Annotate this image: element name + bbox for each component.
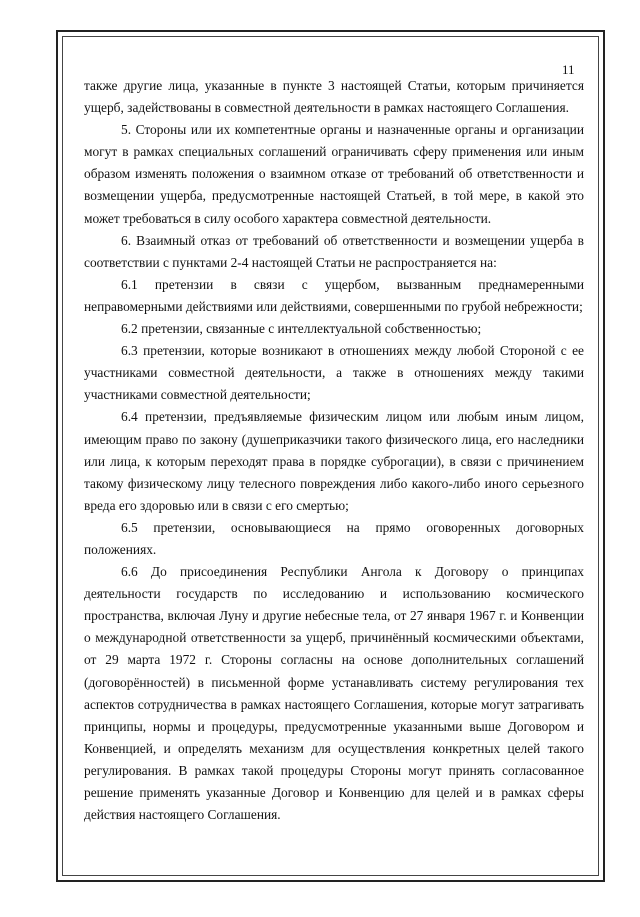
page-number: 11 xyxy=(562,62,575,77)
paragraph-6-4: 6.4 претензии, предъявляемые физическим лицом или любым иным лицом, имеющим право по закону (душеприказчики такого физического лица, его наследники или лица, к которым переходят права в порядке суброгации), в связи с причинением такому физическому лицу телесного повреждения либо какого-либо иного серьезного вреда его здоровью или в связи с его смертью; xyxy=(84,409,584,513)
paragraph-6-3: 6.3 претензии, которые возникают в отношениях между любой Стороной с ее участниками совместной деятельности, а также в отношениях между такими участниками совместной деятельности; xyxy=(84,343,584,403)
paragraph-6-6: 6.6 До присоединения Республики Ангола к Договору о принципах деятельности государств по исследованию и использованию космического пространства, включая Луну и другие небесные тела, от 27 января 1967 г. и Конвенции о международной ответственности за ущерб, причинённый космическими объектами, от 29 марта 1972 г. Стороны согласны на основе дополнительных соглашений (договорённостей) в письменной форме устанавливать систему регулирования тех аспектов сотрудничества в рамках настоящего Соглашения, которые могут затрагивать принципы, нормы и процедуры, предусмотренные указанными выше Договором и Конвенцией, и определять механизм для осуществления конкретных целей такого регулирования. В рамках такой процедуры Стороны могут принять согласованное решение применять указанные Договор и Конвенцию для целей и в рамках сферы действия настоящего Соглашения. xyxy=(84,564,584,823)
paragraph-5: 5. Стороны или их компетентные органы и назначенные органы и организации могут в рамках специальных соглашений ограничивать сферу применения или иным образом изменять положения о взаимном отказе от требований об ответственности и возмещении ущерба, предусмотренные настоящей Статьей, в той мере, в какой это может требоваться в силу особого характера совместной деятельности. xyxy=(84,122,584,226)
paragraph-6-5: 6.5 претензии, основывающиеся на прямо оговоренных договорных положениях. xyxy=(84,519,584,557)
paragraph-continuation: также другие лица, указанные в пункте 3 настоящей Статьи, которым причиняется ущерб, задействованы в совместной деятельности в рамках настоящего Соглашения. xyxy=(84,78,584,116)
paragraph-6-1: 6.1 претензии в связи с ущербом, вызванным преднамеренными неправомерными действиями или действиями, совершенными по грубой небрежности; xyxy=(84,276,584,314)
document-body xyxy=(84,75,584,826)
paragraph-6-2: 6.2 претензии, связанные с интеллектуальной собственностью; xyxy=(121,321,482,337)
paragraph-6: 6. Взаимный отказ от требований об ответственности и возмещении ущерба в соответствии с пунктами 2-4 настоящей Статьи не распространяется на: xyxy=(84,232,584,270)
